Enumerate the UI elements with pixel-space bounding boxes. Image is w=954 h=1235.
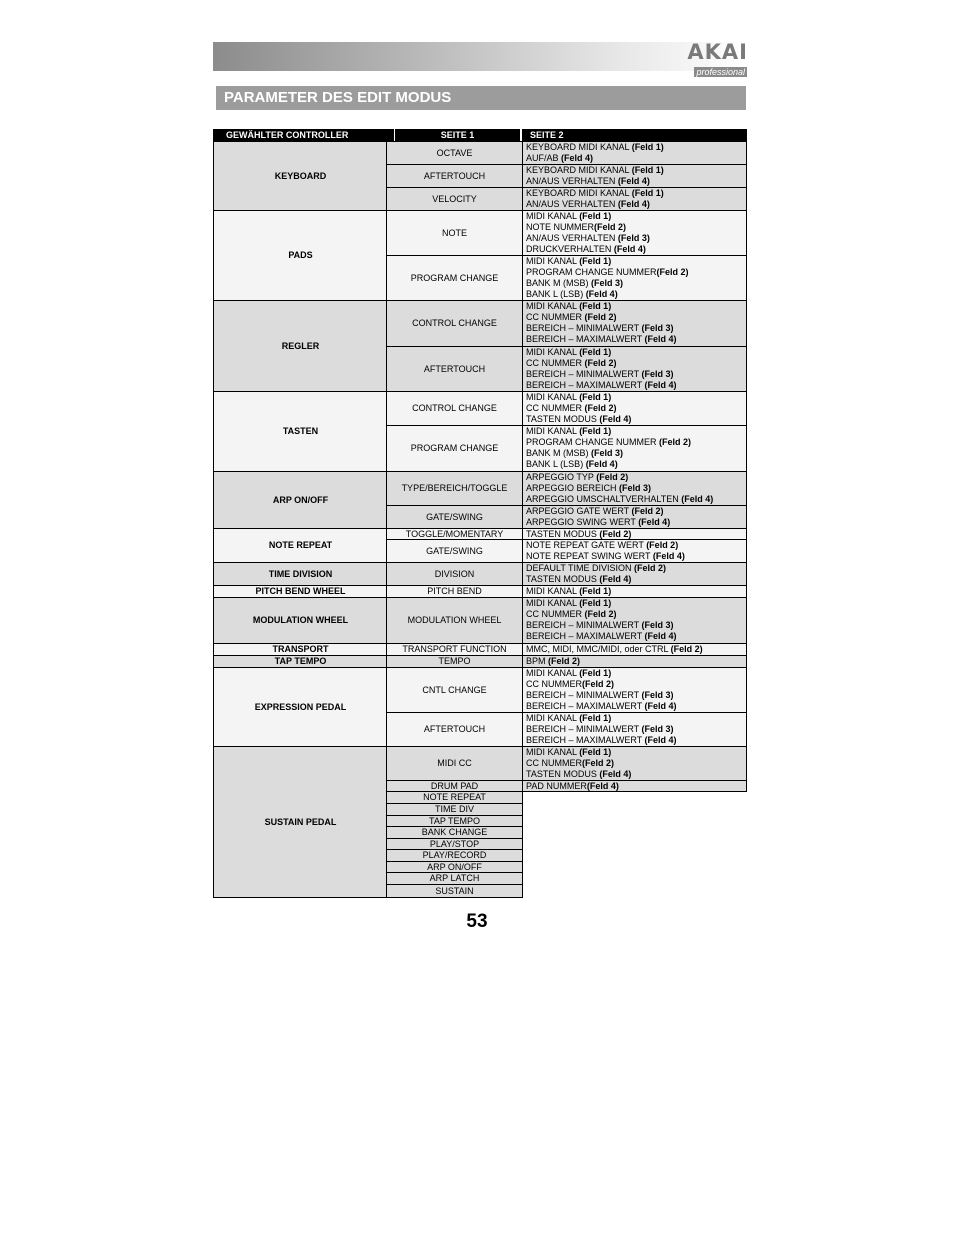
parameter-text: MIDI KANAL — [526, 668, 580, 678]
seite2-line — [526, 448, 746, 459]
feld-label: (Feld 3) — [619, 483, 652, 493]
seite2-line — [526, 323, 746, 334]
seite2-cell — [522, 346, 747, 392]
controller-cell: TRANSPORT — [213, 643, 388, 656]
seite1-cell: DIVISION — [386, 562, 523, 586]
parameter-text: AN/AUS VERHALTEN — [526, 199, 618, 209]
seite2-line — [526, 494, 746, 505]
feld-label: (Feld 4) — [585, 289, 618, 299]
seite2-line — [526, 165, 746, 176]
controller-cell: TIME DIVISION — [213, 562, 388, 586]
seite2-line — [526, 289, 746, 300]
seite1-cell: SUSTAIN — [386, 884, 523, 898]
seite2-line — [526, 598, 746, 609]
feld-label: (Feld 2) — [548, 656, 581, 666]
seite1-cell: CONTROL CHANGE — [386, 300, 523, 347]
seite2-line — [526, 414, 746, 425]
feld-label: (Feld 4) — [617, 176, 650, 186]
feld-label: (Feld 2) — [584, 609, 617, 619]
seite2-line — [526, 506, 746, 517]
parameter-text: MIDI KANAL — [526, 713, 580, 723]
feld-label: (Feld 4) — [613, 244, 646, 254]
seite1-cell: CONTROL CHANGE — [386, 391, 523, 426]
parameter-text: CC NUMMER — [526, 403, 585, 413]
feld-label: (Feld 2) — [646, 540, 679, 550]
seite2-line — [526, 679, 746, 690]
parameter-text: BEREICH – MAXIMALWERT — [526, 631, 645, 641]
seite1-cell: PITCH BEND — [386, 585, 523, 598]
feld-label: (Feld 1) — [579, 598, 612, 608]
parameter-text: MIDI KANAL — [526, 747, 580, 757]
seite2-cell — [522, 164, 747, 188]
logo-sub: professional — [696, 67, 745, 77]
feld-label: (Feld 2) — [584, 403, 617, 413]
parameter-text: MIDI KANAL — [526, 598, 580, 608]
feld-label: (Feld 3) — [641, 369, 674, 379]
parameter-text: DEFAULT TIME DIVISION — [526, 563, 635, 573]
parameter-text: MIDI KANAL — [526, 256, 580, 266]
parameter-text: NOTE NUMMER — [526, 222, 594, 232]
seite1-cell: AFTERTOUCH — [386, 346, 523, 392]
seite2-line — [526, 358, 746, 369]
seite1-cell: OCTAVE — [386, 141, 523, 165]
column-header-seite1: SEITE 1 — [395, 129, 520, 141]
feld-label: (Feld 4) — [644, 701, 677, 711]
parameter-text: MIDI KANAL — [526, 426, 580, 436]
seite2-line — [526, 233, 746, 244]
page-number: 53 — [466, 911, 488, 932]
seite2-line — [526, 267, 746, 278]
parameter-text: BANK L (LSB) — [526, 459, 586, 469]
seite1-cell: TIME DIV — [386, 803, 523, 816]
seite2-line — [526, 211, 746, 222]
feld-label: (Feld 4) — [599, 414, 632, 424]
feld-label: (Feld 4) — [652, 551, 685, 561]
feld-label: (Feld 2) — [584, 312, 617, 322]
seite1-cell: NOTE — [386, 210, 523, 256]
parameter-text: CC NUMMER — [526, 609, 585, 619]
parameter-text: BEREICH – MINIMALWERT — [526, 620, 642, 630]
seite2-cell — [522, 746, 747, 781]
feld-label: (Feld 2) — [584, 358, 617, 368]
seite2-cell — [522, 210, 747, 256]
feld-label: (Feld 1) — [579, 426, 612, 436]
seite1-cell: GATE/SWING — [386, 505, 523, 529]
seite2-line — [526, 724, 746, 735]
controller-cell: ARP ON/OFF — [213, 471, 388, 529]
seite2-line — [526, 459, 746, 470]
feld-label: (Feld 4) — [644, 631, 677, 641]
parameter-text: PROGRAM CHANGE NUMMER — [526, 267, 657, 277]
seite1-cell: TEMPO — [386, 655, 523, 668]
seite2-line — [526, 781, 746, 792]
seite2-line — [526, 334, 746, 345]
feld-label: (Feld 3) — [591, 448, 624, 458]
seite2-line — [526, 426, 746, 437]
seite2-cell — [522, 539, 747, 563]
parameter-text: BANK M (MSB) — [526, 448, 592, 458]
feld-label: (Feld 4) — [644, 380, 677, 390]
parameter-text: TASTEN MODUS — [526, 769, 600, 779]
feld-label: (Feld 3) — [641, 323, 674, 333]
seite2-cell — [522, 597, 747, 644]
seite1-cell: BANK CHANGE — [386, 826, 523, 839]
seite2-line — [526, 701, 746, 712]
seite1-cell: NOTE REPEAT — [386, 791, 523, 804]
parameter-text: BANK L (LSB) — [526, 289, 586, 299]
controller-cell: REGLER — [213, 300, 388, 392]
parameter-text: CC NUMMER — [526, 312, 585, 322]
feld-label: (Feld 2) — [594, 222, 627, 232]
seite2-line — [526, 563, 746, 574]
feld-label: (Feld 2) — [582, 679, 615, 689]
parameter-text: MIDI KANAL — [526, 392, 580, 402]
seite1-cell: TAP TEMPO — [386, 815, 523, 827]
parameter-text: BEREICH – MAXIMALWERT — [526, 380, 645, 390]
feld-label: (Feld 1) — [579, 586, 612, 596]
parameter-text: BEREICH – MINIMALWERT — [526, 690, 642, 700]
parameter-text: MMC, MIDI, MMC/MIDI, oder CTRL — [526, 644, 671, 654]
seite1-cell: PLAY/RECORD — [386, 849, 523, 862]
seite1-cell: ARP ON/OFF — [386, 861, 523, 873]
feld-label: (Feld 4) — [644, 334, 677, 344]
seite2-line — [526, 244, 746, 255]
seite2-line — [526, 347, 746, 358]
parameter-text: ARPEGGIO GATE WERT — [526, 506, 632, 516]
parameter-text: NOTE REPEAT GATE WERT — [526, 540, 647, 550]
feld-label: (Feld 2) — [634, 563, 667, 573]
parameter-text: TASTEN MODUS — [526, 414, 600, 424]
seite2-line — [526, 403, 746, 414]
feld-label: (Feld 4) — [681, 494, 714, 504]
seite2-line — [526, 517, 746, 528]
seite1-cell: CNTL CHANGE — [386, 667, 523, 713]
controller-cell: MODULATION WHEEL — [213, 597, 388, 644]
parameter-text: BEREICH – MINIMALWERT — [526, 323, 642, 333]
seite1-cell: TOGGLE/MOMENTARY — [386, 528, 523, 540]
feld-label: (Feld 4) — [599, 769, 632, 779]
seite2-cell — [522, 780, 747, 792]
feld-label: (Feld 1) — [579, 256, 612, 266]
seite2-line — [526, 222, 746, 233]
controller-cell: NOTE REPEAT — [213, 528, 388, 563]
parameter-text: BANK M (MSB) — [526, 278, 592, 288]
seite2-line — [526, 747, 746, 758]
seite2-line — [526, 620, 746, 631]
seite2-line — [526, 586, 746, 597]
feld-label: (Feld 1) — [631, 165, 664, 175]
seite2-cell — [522, 505, 747, 529]
parameter-text: BPM — [526, 656, 549, 666]
parameter-text: PAD NUMMER — [526, 781, 587, 791]
feld-label: (Feld 4) — [585, 459, 618, 469]
seite2-line — [526, 472, 746, 483]
feld-label: (Feld 2) — [670, 644, 703, 654]
feld-label: (Feld 1) — [579, 301, 612, 311]
seite2-line — [526, 142, 746, 153]
parameter-text: KEYBOARD MIDI KANAL — [526, 142, 632, 152]
controller-cell: TAP TEMPO — [213, 655, 388, 668]
feld-label: (Feld 3) — [617, 233, 650, 243]
feld-label: (Feld 1) — [579, 211, 612, 221]
parameter-text: AN/AUS VERHALTEN — [526, 233, 618, 243]
controller-cell: PITCH BEND WHEEL — [213, 585, 388, 598]
parameter-text: CC NUMMER — [526, 758, 582, 768]
seite2-line — [526, 551, 746, 562]
seite2-cell — [522, 141, 747, 165]
parameter-text: TASTEN MODUS — [526, 574, 600, 584]
seite2-line — [526, 278, 746, 289]
controller-cell: TASTEN — [213, 391, 388, 472]
seite2-line — [526, 437, 746, 448]
seite2-line — [526, 153, 746, 164]
feld-label: (Feld 1) — [579, 713, 612, 723]
seite1-cell: DRUM PAD — [386, 780, 523, 792]
parameter-text: BEREICH – MAXIMALWERT — [526, 701, 645, 711]
seite2-line — [526, 483, 746, 494]
seite1-cell: MODULATION WHEEL — [386, 597, 523, 644]
feld-label: (Feld 2) — [582, 758, 615, 768]
seite2-line — [526, 574, 746, 585]
parameter-text: KEYBOARD MIDI KANAL — [526, 165, 632, 175]
seite2-line — [526, 609, 746, 620]
seite2-cell — [522, 255, 747, 301]
parameter-text: NOTE REPEAT SWING WERT — [526, 551, 653, 561]
feld-label: (Feld 4) — [617, 199, 650, 209]
seite2-line — [526, 380, 746, 391]
seite1-cell: MIDI CC — [386, 746, 523, 781]
seite2-cell — [522, 391, 747, 426]
controller-cell: SUSTAIN PEDAL — [213, 746, 388, 898]
feld-label: (Feld 2) — [659, 437, 692, 447]
seite2-line — [526, 392, 746, 403]
seite1-cell: VELOCITY — [386, 187, 523, 211]
seite2-line — [526, 758, 746, 769]
seite1-cell: TYPE/BEREICH/TOGGLE — [386, 471, 523, 506]
feld-label: (Feld 2) — [596, 472, 629, 482]
parameter-text: MIDI KANAL — [526, 347, 580, 357]
seite2-cell — [522, 667, 747, 713]
seite1-cell: PROGRAM CHANGE — [386, 425, 523, 472]
feld-label: (Feld 3) — [591, 278, 624, 288]
parameter-text: MIDI KANAL — [526, 301, 580, 311]
seite2-line — [526, 176, 746, 187]
controller-cell: KEYBOARD — [213, 141, 388, 211]
controller-cell: PADS — [213, 210, 388, 301]
seite2-cell — [522, 562, 747, 586]
feld-label: (Feld 1) — [579, 747, 612, 757]
parameter-text: BEREICH – MAXIMALWERT — [526, 735, 645, 745]
seite2-line — [526, 631, 746, 642]
feld-label: (Feld 4) — [586, 781, 619, 791]
seite2-line — [526, 668, 746, 679]
seite2-cell — [522, 187, 747, 211]
seite2-line — [526, 312, 746, 323]
parameter-text: AN/AUS VERHALTEN — [526, 176, 618, 186]
seite1-cell: AFTERTOUCH — [386, 164, 523, 188]
seite2-line — [526, 199, 746, 210]
seite2-line — [526, 690, 746, 701]
parameter-text: DRUCKVERHALTEN — [526, 244, 614, 254]
feld-label: (Feld 4) — [599, 574, 632, 584]
parameter-text: ARPEGGIO TYP — [526, 472, 597, 482]
feld-label: (Feld 2) — [656, 267, 689, 277]
parameter-text: ARPEGGIO BEREICH — [526, 483, 620, 493]
seite2-line — [526, 540, 746, 551]
seite1-cell: PLAY/STOP — [386, 838, 523, 850]
feld-label: (Feld 1) — [631, 188, 664, 198]
seite2-line — [526, 644, 746, 655]
seite2-line — [526, 735, 746, 746]
parameter-text: ARPEGGIO SWING WERT — [526, 517, 639, 527]
parameter-text: KEYBOARD MIDI KANAL — [526, 188, 632, 198]
seite2-line — [526, 713, 746, 724]
parameter-text: PROGRAM CHANGE NUMMER — [526, 437, 660, 447]
column-header-controller: GEWÄHLTER CONTROLLER — [213, 129, 394, 141]
feld-label: (Feld 4) — [644, 735, 677, 745]
seite2-cell — [522, 712, 747, 747]
parameter-text: TASTEN MODUS — [526, 529, 600, 539]
section-title: PARAMETER DES EDIT MODUS — [213, 86, 746, 110]
parameter-text: ARPEGGIO UMSCHALTVERHALTEN — [526, 494, 682, 504]
logo-brand: AKAI — [687, 40, 748, 64]
seite1-cell: PROGRAM CHANGE — [386, 255, 523, 301]
seite2-line — [526, 256, 746, 267]
seite1-cell: AFTERTOUCH — [386, 712, 523, 747]
feld-label: (Feld 1) — [579, 392, 612, 402]
seite2-line — [526, 301, 746, 312]
seite2-cell — [522, 300, 747, 347]
controller-cell: EXPRESSION PEDAL — [213, 667, 388, 747]
parameter-text: AUF/AB — [526, 153, 562, 163]
parameter-text: CC NUMMER — [526, 358, 585, 368]
seite2-cell — [522, 471, 747, 506]
feld-label: (Feld 2) — [599, 529, 632, 539]
parameter-text: CC NUMMER — [526, 679, 582, 689]
feld-label: (Feld 1) — [579, 668, 612, 678]
seite2-line — [526, 188, 746, 199]
feld-label: (Feld 1) — [631, 142, 664, 152]
seite1-cell: GATE/SWING — [386, 539, 523, 563]
seite2-line — [526, 656, 746, 667]
feld-label: (Feld 1) — [579, 347, 612, 357]
seite2-line — [526, 769, 746, 780]
feld-label: (Feld 3) — [641, 620, 674, 630]
feld-label: (Feld 4) — [561, 153, 594, 163]
column-header-seite2: SEITE 2 — [522, 129, 747, 141]
seite2-line — [526, 369, 746, 380]
seite1-cell: TRANSPORT FUNCTION — [386, 643, 523, 656]
parameter-text: MIDI KANAL — [526, 586, 580, 596]
feld-label: (Feld 4) — [638, 517, 671, 527]
parameter-text: BEREICH – MINIMALWERT — [526, 724, 642, 734]
feld-label: (Feld 3) — [641, 690, 674, 700]
seite1-cell: ARP LATCH — [386, 872, 523, 885]
seite2-cell — [522, 425, 747, 472]
feld-label: (Feld 3) — [641, 724, 674, 734]
parameter-text: BEREICH – MAXIMALWERT — [526, 334, 645, 344]
parameter-text: BEREICH – MINIMALWERT — [526, 369, 642, 379]
feld-label: (Feld 2) — [631, 506, 664, 516]
parameter-text: MIDI KANAL — [526, 211, 580, 221]
